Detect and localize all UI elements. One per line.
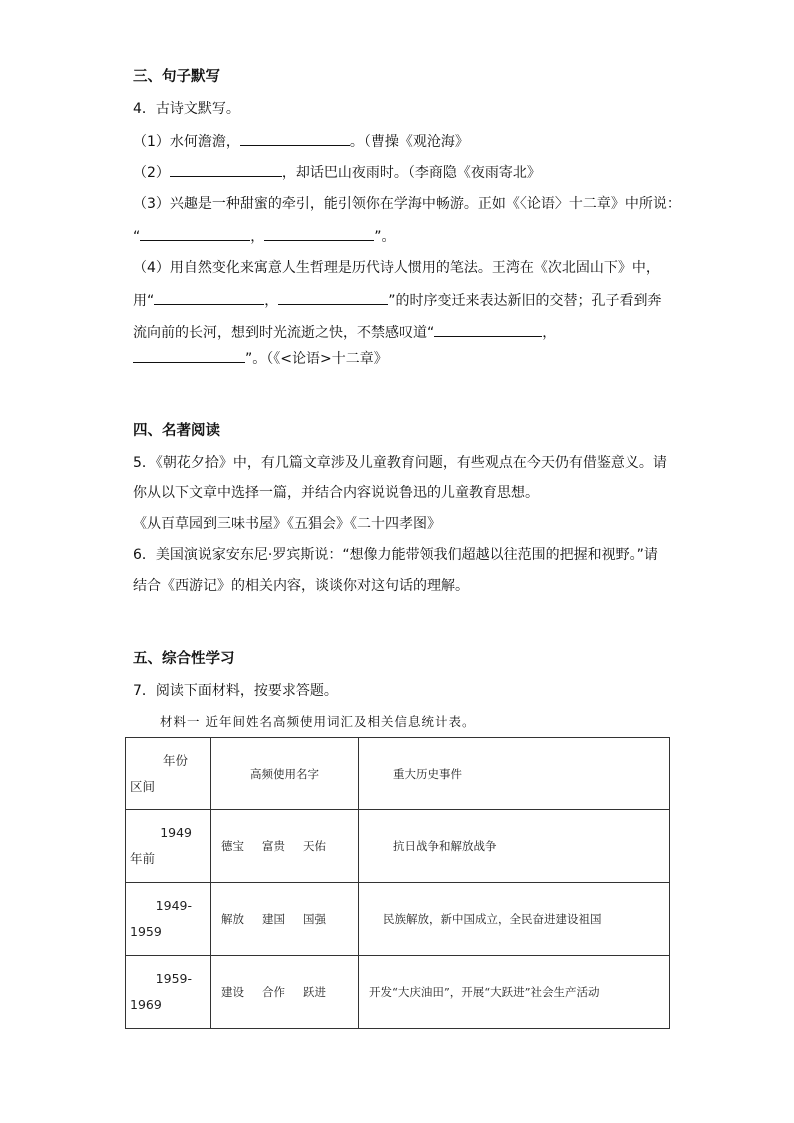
- question-7: 7．阅读下面材料，按要求答题。: [133, 683, 338, 699]
- answer-blank[interactable]: [264, 226, 374, 241]
- item-1: [133, 131, 469, 152]
- names-cell: 解放 建国 国强: [211, 883, 359, 956]
- item-3-line2: [133, 226, 396, 247]
- table-header-row: [126, 738, 670, 810]
- statistics-table: [125, 737, 670, 1029]
- question-5-line2: 你从以下文章中选择一篇，并结合内容说说鲁迅的儿童教育思想。: [133, 485, 539, 501]
- item-4-prefix: 用“: [133, 293, 155, 309]
- quote-open: “: [133, 229, 141, 245]
- comma: ，: [542, 325, 557, 341]
- table-row: [126, 810, 670, 883]
- item-4-line1: （4）用自然变化来寓意人生哲理是历代诗人惯用的笔法。王湾在《次北固山下》中，: [133, 260, 660, 276]
- section-heading-5: 五、综合性学习: [133, 651, 235, 667]
- event-cell: 民族解放，新中国成立，全民奋进建设祖国: [359, 883, 670, 956]
- answer-blank[interactable]: [170, 162, 282, 177]
- item-1-suffix: 。（曹操《观沧海》: [349, 134, 469, 150]
- item-2: [133, 162, 541, 183]
- item-4-text: 流向前的长河，想到时光流逝之快，不禁感叹道“: [133, 325, 435, 341]
- year-cell: 1949 年前: [126, 810, 211, 883]
- question-5-line3: 《从百草园到三味书屋》《五猖会》《二十四孝图》: [133, 516, 441, 532]
- event-cell: 开发“大庆油田”，开展“大跃进”社会生产活动: [359, 956, 670, 1029]
- quote-close: ”。: [374, 229, 396, 245]
- year-cell: 1949- 1959: [126, 883, 211, 956]
- item-4-text: ”的时序变迁来表达新旧的交替；孔子看到奔: [388, 293, 662, 309]
- header-events: 重大历史事件: [359, 738, 670, 810]
- item-2-suffix: ，却话巴山夜雨时。（李商隐《夜雨寄北》: [281, 165, 541, 181]
- comma: ，: [250, 229, 265, 245]
- question-4: 4．古诗文默写。: [133, 101, 240, 117]
- question-6-line2: 结合《西游记》的相关内容，谈谈你对这句话的理解。: [133, 578, 469, 594]
- names-cell: 德宝 富贵 天佑: [211, 810, 359, 883]
- answer-blank[interactable]: [140, 226, 250, 241]
- question-5-line1: 5．《朝花夕拾》中，有几篇文章涉及儿童教育问题，有些观点在今天仍有借鉴意义。请: [133, 455, 667, 471]
- item-3-line1: （3）兴趣是一种甜蜜的牵引，能引领你在学海中畅游。正如《〈论语〉十二章》中所说：: [133, 196, 681, 212]
- answer-blank[interactable]: [154, 290, 264, 305]
- event-cell: 抗日战争和解放战争: [359, 810, 670, 883]
- item-2-prefix: （2）: [133, 165, 170, 181]
- item-4-source: ”。（《<论语>十二章》: [245, 351, 388, 367]
- section-heading-3: 三、句子默写: [133, 69, 220, 85]
- names-cell: 建设 合作 跃进: [211, 956, 359, 1029]
- table-row: [126, 883, 670, 956]
- question-6-line1: 6．美国演说家安东尼·罗宾斯说：“想像力能带领我们超越以往范围的把握和视野。”请: [133, 547, 658, 563]
- comma: ，: [264, 293, 279, 309]
- item-4-line4: [133, 348, 388, 369]
- header-year-range: 年份 区间: [126, 738, 211, 810]
- section-heading-4: 四、名著阅读: [133, 423, 220, 439]
- answer-blank[interactable]: [133, 348, 245, 363]
- table-row: [126, 956, 670, 1029]
- answer-blank[interactable]: [278, 290, 388, 305]
- answer-blank[interactable]: [434, 322, 542, 337]
- item-4-line3: [133, 322, 556, 343]
- year-cell: 1959- 1969: [126, 956, 211, 1029]
- table-caption: 材料一 近年间姓名高频使用词汇及相关信息统计表。: [160, 714, 476, 729]
- item-1-prefix: （1）水何澹澹，: [133, 134, 240, 150]
- header-names: 高频使用名字: [211, 738, 359, 810]
- item-4-line2: [133, 290, 662, 311]
- answer-blank[interactable]: [240, 131, 350, 146]
